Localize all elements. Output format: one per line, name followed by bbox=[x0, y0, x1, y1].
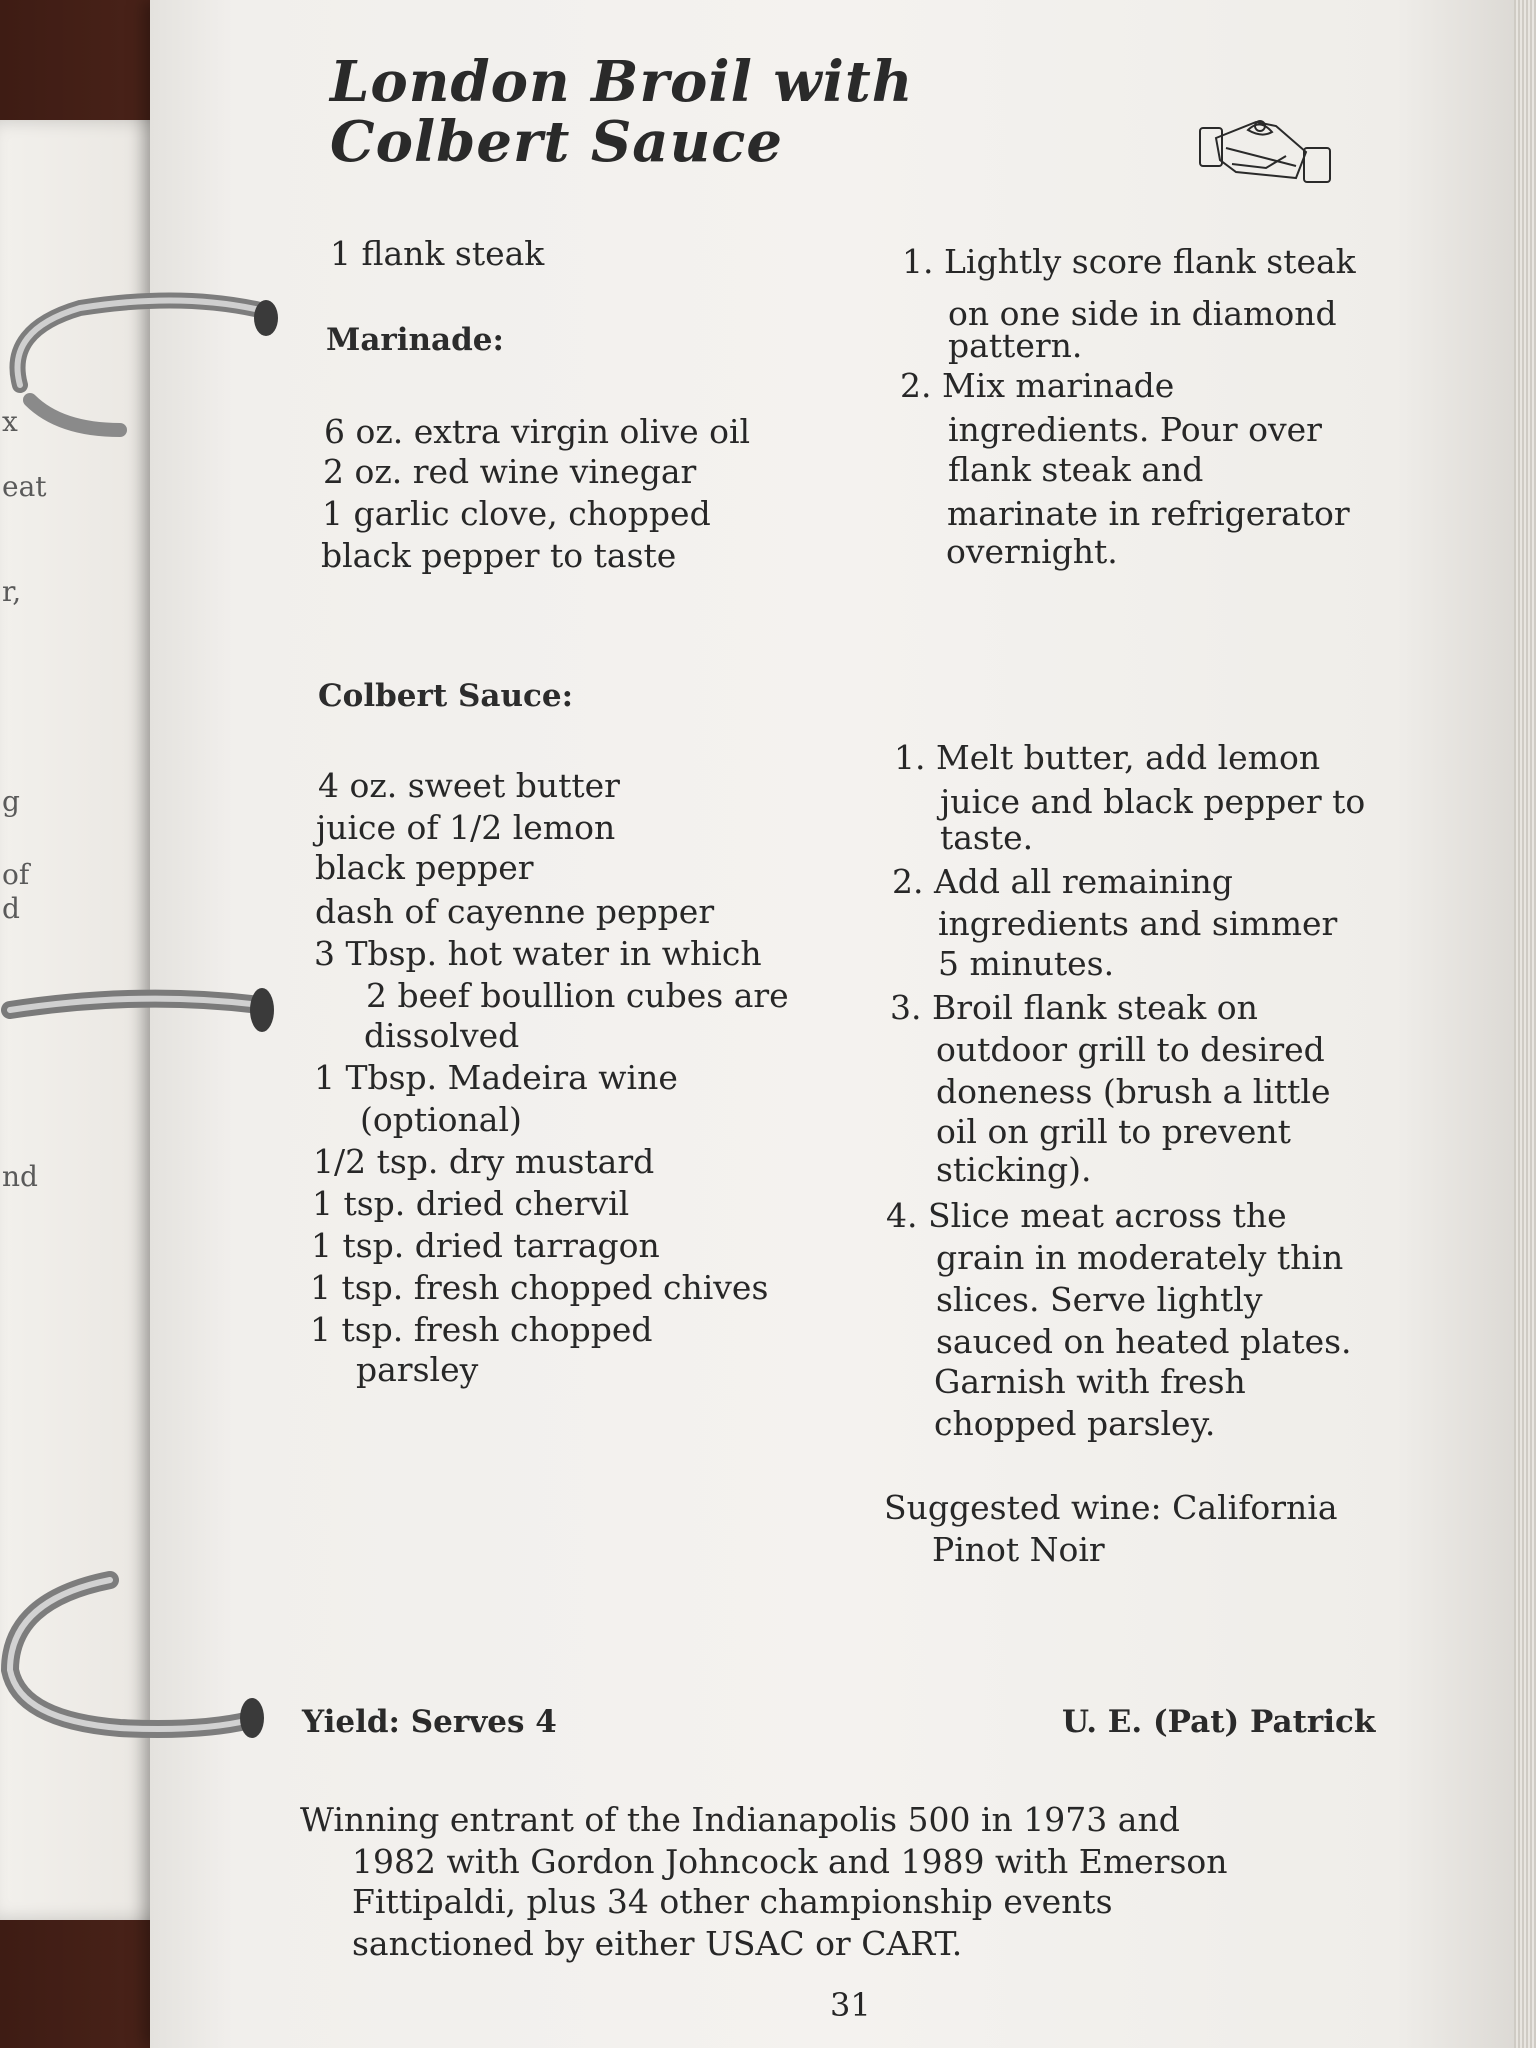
previous-page-fragment: eat bbox=[2, 470, 47, 503]
sauce-step-line: 5 minutes. bbox=[938, 944, 1115, 983]
racecar-icon bbox=[1196, 108, 1336, 188]
sauce-step-line: Garnish with fresh bbox=[934, 1362, 1246, 1401]
sauce-ingredient: 1/2 tsp. dry mustard bbox=[313, 1142, 655, 1181]
previous-page-fragment: nd bbox=[2, 1160, 38, 1193]
sauce-ingredient: (optional) bbox=[360, 1100, 522, 1139]
sauce-ingredient: 1 tsp. fresh chopped bbox=[310, 1310, 653, 1349]
sauce-ingredient: 1 tsp. fresh chopped chives bbox=[310, 1268, 769, 1307]
sauce-ingredient: 2 beef boullion cubes are bbox=[366, 976, 789, 1015]
marinade-ingredient: 6 oz. extra virgin olive oil bbox=[324, 412, 751, 451]
recipe-title-line2: Colbert Sauce bbox=[330, 109, 784, 175]
marinade-step-line: ingredients. Pour over bbox=[948, 410, 1322, 449]
sauce-step-line: outdoor grill to desired bbox=[936, 1030, 1325, 1069]
marinade-step-line: on one side in diamond bbox=[948, 294, 1337, 333]
sauce-ingredient: 1 tsp. dried tarragon bbox=[311, 1226, 660, 1265]
contributor-bio-line: 1982 with Gordon Johncock and 1989 with Emerson bbox=[352, 1842, 1228, 1881]
page-number: 31 bbox=[830, 1986, 871, 2024]
suggested-wine: Suggested wine: California bbox=[884, 1488, 1338, 1527]
binder-ring-icon bbox=[0, 270, 300, 450]
sauce-step-line: chopped parsley. bbox=[934, 1404, 1216, 1443]
binder-ring-icon bbox=[0, 960, 300, 1060]
contributor-name: U. E. (Pat) Patrick bbox=[1062, 1704, 1376, 1740]
sauce-step-line: 3. Broil flank steak on bbox=[890, 988, 1258, 1027]
marinade-step-line: pattern. bbox=[948, 326, 1083, 365]
sauce-step-line: 1. Melt butter, add lemon bbox=[894, 738, 1321, 777]
marinade-step-line: 2. Mix marinade bbox=[900, 366, 1175, 405]
sauce-step-line: juice and black pepper to bbox=[940, 782, 1366, 821]
binder-ring-icon bbox=[0, 1560, 300, 1760]
marinade-ingredient: 1 garlic clove, chopped bbox=[322, 494, 711, 533]
sauce-step-line: taste. bbox=[940, 818, 1034, 857]
marinade-ingredient: black pepper to taste bbox=[321, 536, 677, 575]
marinade-step-line: 1. Lightly score flank steak bbox=[902, 242, 1356, 281]
main-ingredient: 1 flank steak bbox=[330, 234, 545, 273]
colbert-sauce-heading: Colbert Sauce: bbox=[318, 678, 574, 714]
marinade-ingredient: 2 oz. red wine vinegar bbox=[323, 452, 697, 491]
sauce-ingredient: juice of 1/2 lemon bbox=[316, 808, 616, 847]
previous-page-fragment: g bbox=[2, 785, 20, 818]
sauce-step-line: sauced on heated plates. bbox=[936, 1322, 1352, 1361]
suggested-wine-name: Pinot Noir bbox=[932, 1530, 1105, 1569]
marinade-step-line: overnight. bbox=[946, 532, 1118, 571]
contributor-bio-line: Fittipaldi, plus 34 other championship events bbox=[352, 1882, 1113, 1921]
sauce-ingredient: 1 tsp. dried chervil bbox=[312, 1184, 630, 1223]
sauce-step-line: slices. Serve lightly bbox=[936, 1280, 1263, 1319]
sauce-ingredient: dash of cayenne pepper bbox=[315, 892, 715, 931]
sauce-ingredient: dissolved bbox=[364, 1016, 520, 1055]
previous-page-fragment: d bbox=[2, 892, 20, 925]
previous-page-fragment: r, bbox=[2, 575, 22, 608]
sauce-step-line: grain in moderately thin bbox=[936, 1238, 1344, 1277]
page-stack-edge bbox=[1514, 0, 1536, 2048]
marinade-step-line: marinate in refrigerator bbox=[947, 494, 1350, 533]
sauce-ingredient: 3 Tbsp. hot water in which bbox=[314, 934, 762, 973]
sauce-ingredient: 4 oz. sweet butter bbox=[318, 766, 620, 805]
sauce-step-line: ingredients and simmer bbox=[938, 904, 1338, 943]
marinade-heading: Marinade: bbox=[326, 322, 504, 358]
contributor-bio-line: sanctioned by either USAC or CART. bbox=[352, 1924, 963, 1963]
sauce-step-line: doneness (brush a little bbox=[936, 1072, 1331, 1111]
sauce-step-line: 4. Slice meat across the bbox=[886, 1196, 1287, 1235]
marinade-step-line: flank steak and bbox=[948, 450, 1204, 489]
sauce-step-line: 2. Add all remaining bbox=[892, 862, 1233, 901]
sauce-ingredient: black pepper bbox=[315, 848, 534, 887]
recipe-title-line1: London Broil with bbox=[330, 49, 914, 115]
previous-page-fragment: of bbox=[2, 858, 30, 891]
contributor-bio-line: Winning entrant of the Indianapolis 500 in 1973 and bbox=[300, 1800, 1180, 1839]
yield: Yield: Serves 4 bbox=[302, 1704, 557, 1740]
sauce-step-line: sticking). bbox=[936, 1150, 1092, 1189]
sauce-ingredient: parsley bbox=[356, 1350, 479, 1389]
previous-page-fragment: x bbox=[2, 405, 18, 438]
sauce-step-line: oil on grill to prevent bbox=[936, 1112, 1291, 1151]
sauce-ingredient: 1 Tbsp. Madeira wine bbox=[314, 1058, 678, 1097]
